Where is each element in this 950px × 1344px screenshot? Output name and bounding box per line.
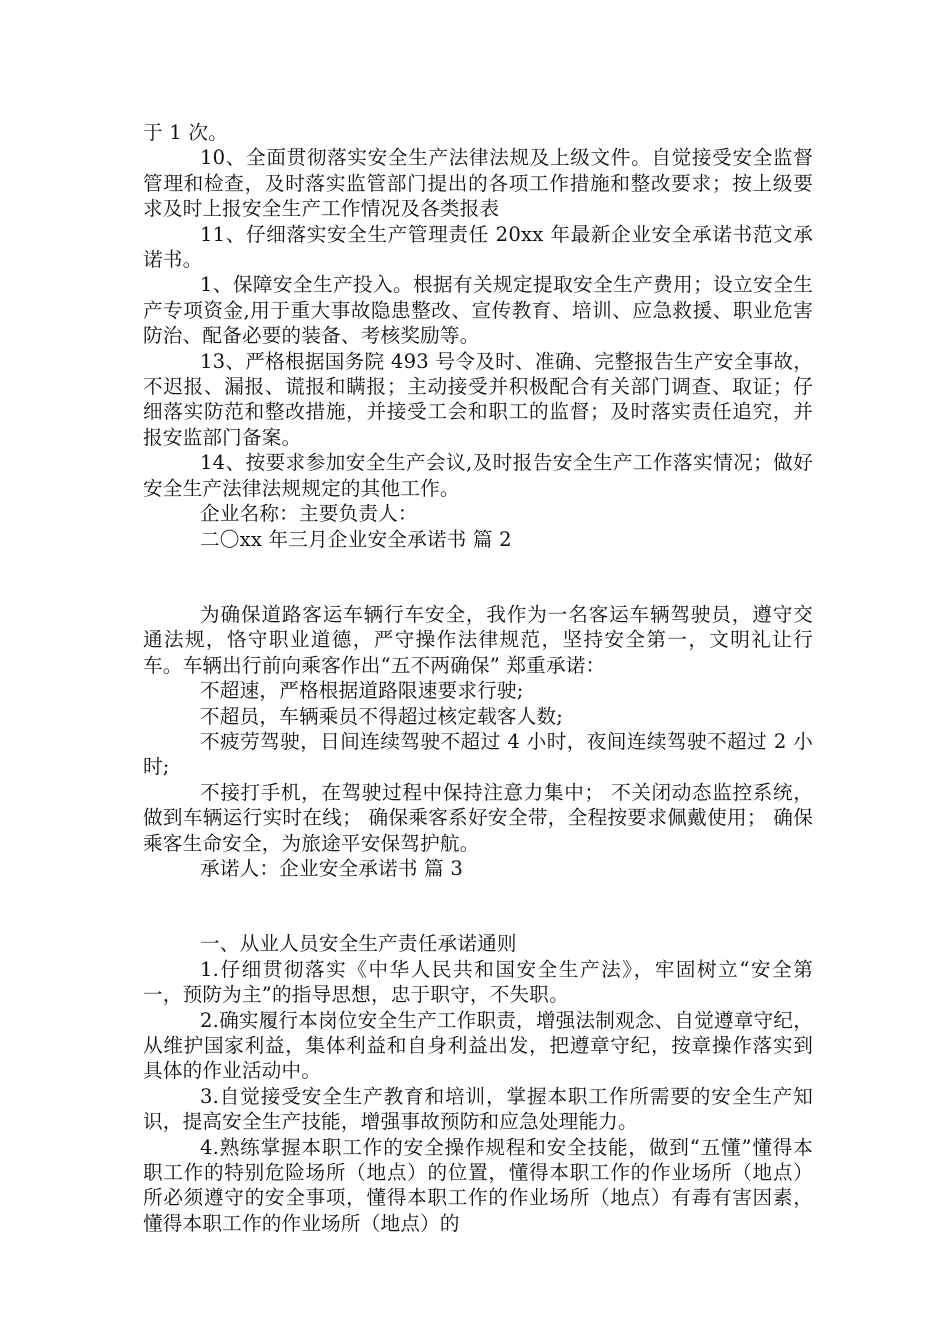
paragraph: 14、按要求参加安全生产会议,及时报告安全生产工作落实情况；做好安全生产法律法规规定的其他工作。 (143, 451, 813, 500)
paragraph: 一、从业人员安全生产责任承诺通则 (200, 932, 517, 956)
section-heading-2: 二〇xx 年三月企业安全承诺书 篇 2 (200, 527, 512, 551)
paragraph: 不疲劳驾驶，日间连续驾驶不超过 4 小时，夜间连续驾驶不超过 2 小时; (143, 729, 813, 779)
paragraph: 10、全面贯彻落实安全生产法律法规及上级文件。自觉接受安全监督管理和检查，及时落实监管部门提出的各项工作措施和整改要求；按上级要求及时上报安全生产工作情况及各类报表 (143, 146, 813, 221)
paragraph: 1.仔细贯彻落实《中华人民共和国安全生产法》，牢固树立“安全第一，预防为主”的指导思想，忠于职守，不失职。 (143, 957, 813, 1007)
section-heading-3: 承诺人：企业安全承诺书 篇 3 (200, 856, 464, 880)
paragraph: 3.自觉接受安全生产教育和培训，掌握本职工作所需要的安全生产知识，提高安全生产技能，增强事故预防和应急处理能力。 (143, 1084, 813, 1134)
paragraph: 企业名称：主要负责人： (200, 502, 418, 526)
spacer (143, 552, 813, 602)
paragraph: 2.确实履行本岗位安全生产工作职责，增强法制观念、自觉遵章守纪，从维护国家利益，集体利益和自身利益出发，把遵章守纪，按章操作落实到具体的作业活动中。 (143, 1008, 813, 1083)
paragraph: 11、仔细落实安全生产管理责任 20xx 年最新企业安全承诺书范文承诺书。 (143, 222, 813, 272)
paragraph: 于 1 次。 (143, 121, 228, 144)
document-page (143, 120, 813, 1236)
paragraph: 不接打手机，在驾驶过程中保持注意力集中； 不关闭动态监控系统，做到车辆运行实时在线； 确保乘客系好安全带，全程按要求佩戴使用； 确保乘客生命安全，为旅途平安保驾护航。 (143, 780, 813, 855)
paragraph: 不超员，车辆乘员不得超过核定载客人数; (200, 704, 564, 728)
paragraph: 为确保道路客运车辆行车安全，我作为一名客运车辆驾驶员，遵守交通法规，恪守职业道德，严守操作法律规范，坚持安全第一，文明礼让行车。车辆出行前向乘客作出“五不两确保” 郑重承诺： (143, 602, 813, 677)
spacer (143, 881, 813, 931)
paragraph: 不超速，严格根据道路限速要求行驶; (200, 679, 524, 703)
paragraph: 4.熟练掌握本职工作的安全操作规程和安全技能，做到“五懂”懂得本职工作的特别危险场所（地点）的位置，懂得本职工作的作业场所（地点）所必须遵守的安全事项，懂得本职工作的作业场所（地点）有毒有害因素，懂得本职工作的作业场所（地点）的 (143, 1135, 813, 1235)
paragraph: 13、严格根据国务院 493 号令及时、准确、完整报告生产安全事故，不迟报、漏报、谎报和瞒报；主动接受并积极配合有关部门调查、取证；仔细落实防范和整改措施，并接受工会和职工的监督；及时落实责任追究，并报安监部门备案。 (143, 349, 813, 449)
paragraph: 1、保障安全生产投入。根据有关规定提取安全生产费用；设立安全生产专项资金,用于重大事故隐患整改、宣传教育、培训、应急救援、职业危害防治、配备必要的装备、考核奖励等。 (143, 273, 813, 348)
